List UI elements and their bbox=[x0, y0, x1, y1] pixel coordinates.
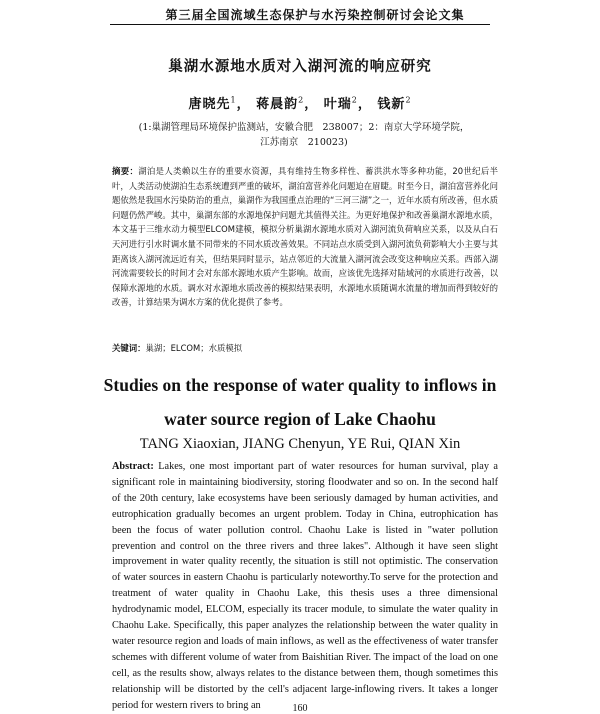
zh-author: 钱新 bbox=[377, 97, 406, 112]
zh-title: 巢湖水源地水质对入湖河流的响应研究 bbox=[168, 59, 432, 75]
zh-keywords-label: 关键词： bbox=[112, 343, 146, 353]
en-title-line: Studies on the response of water quality to inflows in bbox=[103, 375, 497, 395]
author-separator: ， bbox=[236, 97, 251, 112]
zh-author: 蒋晨韵 bbox=[256, 97, 299, 112]
zh-author: 叶瑞 bbox=[323, 97, 352, 112]
zh-abstract-label: 摘要： bbox=[112, 166, 139, 176]
en-title-line: water source region of Lake Chaohu bbox=[164, 409, 436, 429]
zh-author-affil-mark: 2 bbox=[298, 95, 305, 105]
page-number: 160 bbox=[292, 703, 308, 714]
en-abstract-text: Lakes, one most important part of water resources for human survival, play a significant role in maintaining biodiversity, storing floodwater and so on. In the second half of the 20th century, lake ecosystems have been seriously damaged by human activities, and eutrophication gradually becomes an urgent problem. Today in China, eutrophication has been the focus of water pollution control. Chaohu Lake is listed in "water pollution prevention and control on the three rivers and three lakes". Although it have seen slight improvement in water quality recently, the situation is still not optimistic. The conservation of water sources in eastern Chaohu is particularly noteworthy.To serve for the protection and treatment of water quality in Chaohu Lake, this thesis uses a three dimensional hydrodynamic model, ELCOM, especially its tracer module, to simulate the water quality in Chaohu Lake. Specifically, this paper analyzes the relationship between the water quality in water resource region and loads of main inflows, as well as the effectiveness of water transfer schemes with different volume of water from Baishitian River. The impact of the load on one cell, as the results show, always relates to the distance between them, though sometimes this relationship will be distorted by the cell's adjacent large-inflowing rivers. It takes a longer period for western rivers to bring an bbox=[112, 461, 499, 711]
zh-affiliation: (1:巢湖管理局环境保护监测站，安徽合肥 238007；2：南京大学环境学院，江苏南京 210023) bbox=[138, 122, 470, 148]
en-abstract-label: Abstract: bbox=[112, 461, 154, 472]
zh-author-affil-mark: 2 bbox=[405, 95, 412, 105]
running-header: 第三届全国流域生态保护与水污染控制研讨会论文集 bbox=[165, 8, 465, 22]
zh-abstract-text: 湖泊是人类赖以生存的重要水资源，具有维持生物多样性、蓄洪洪水等多种功能，20世纪后半叶，人类活动使湖泊生态系统遭到严重的破坏，湖泊富营养化问题迫在眉睫。时至今日，湖泊富营养化问题依然是我国水污染防治的重点，巢湖作为我国重点治理的“三河三湖”之一，近年水质有所改善，但水质问题仍然严峻。其中，巢湖东部的水源地保护问题尤其值得关注。为更好地保护和改善巢湖水源地水质，本文基于三维水动力模型ELCOM建模，模拟分析巢湖水源地水质对入湖河流负荷响应关系，以及从白石天河进行引水时调水量不同带来的不同水质改善效果。不同站点水质受到入湖河流负荷影响大小主要与其距离该入湖河流远近有关，但结果同时显示，站点邻近的大流量入湖河流会改变这种响应关系。西部入湖河流需要较长的时间才会对东部水源地水质产生影响。故而，应该优先选择对陆域河的水质进行改善，以保障水源地的水质。调水对水源地水质改善的模拟结果表明，水源地水质随调水流量的增加而得到较好的改善，计算结果为调水方案的优化提供了参考。 bbox=[112, 166, 498, 308]
header-rule bbox=[110, 24, 490, 25]
en-abstract bbox=[112, 459, 498, 714]
author-separator: ， bbox=[304, 97, 319, 112]
zh-keywords bbox=[112, 342, 498, 354]
zh-author-affil-mark: 2 bbox=[351, 95, 358, 105]
zh-authors bbox=[0, 93, 600, 112]
zh-abstract bbox=[112, 164, 498, 310]
zh-author-affil-mark: 1 bbox=[230, 95, 237, 105]
en-title bbox=[0, 368, 600, 436]
zh-author: 唐晓先 bbox=[188, 97, 231, 112]
en-authors: TANG Xiaoxian, JIANG Chenyun, YE Rui, QIAN Xin bbox=[139, 436, 461, 452]
zh-keywords-text: 巢湖；ELCOM；水质模拟 bbox=[145, 343, 243, 353]
author-separator: ， bbox=[357, 97, 372, 112]
